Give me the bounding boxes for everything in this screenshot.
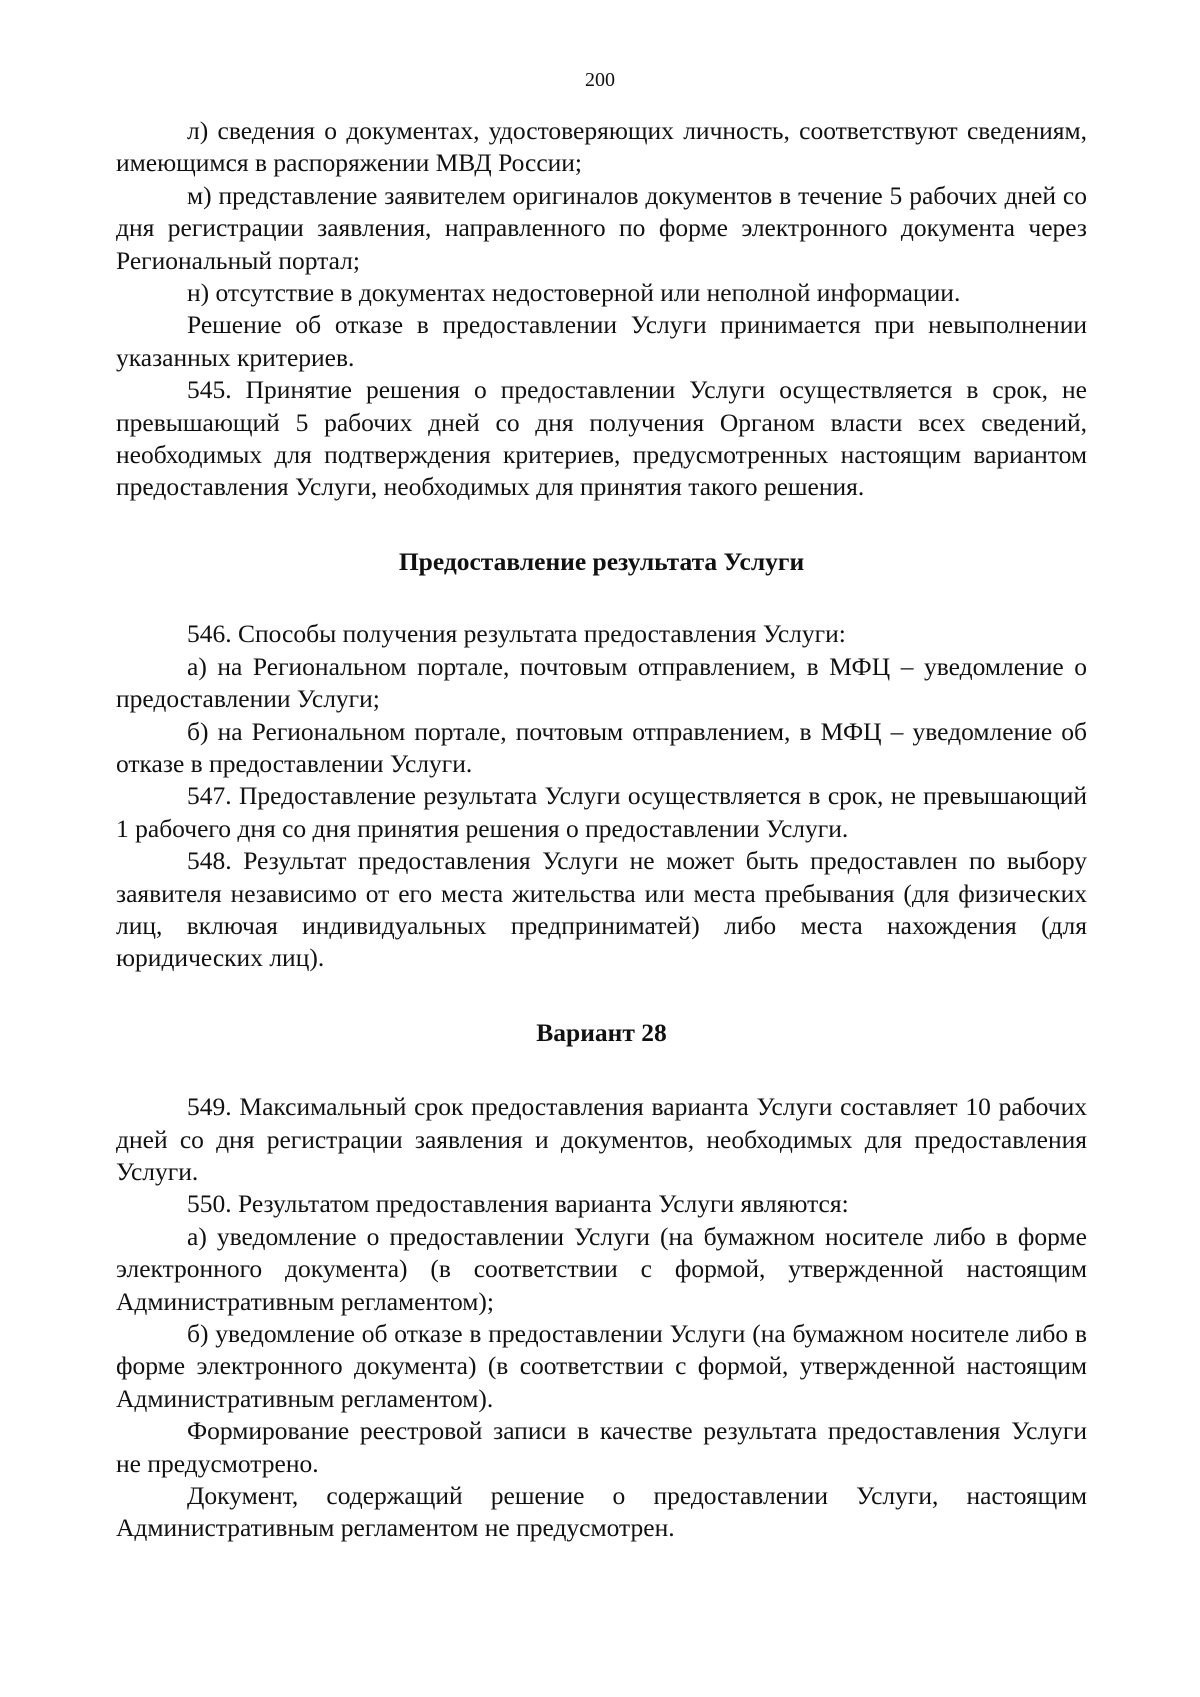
- paragraph-548: 548. Результат предоставления Услуги не может быть предоставлен по выбору заявителя независимо от его места жительства или места пребывания (для физических лиц, включая индивидуальных предприниматей) либо места нахождения (для юридических лиц).: [116, 846, 1087, 973]
- section-heading-result: Предоставление результата Услуги: [398, 546, 805, 576]
- paragraph-550: 550. Результатом предоставления варианта Услуги являются:: [187, 1189, 849, 1219]
- paragraph-decision-document: Документ, содержащий решение о предоставлении Услуги, настоящим Административным регламентом не предусмотрен.: [116, 1481, 1087, 1543]
- paragraph-547: 547. Предоставление результата Услуги осуществляется в срок, не превышающий 1 рабочего дня со дня принятия решения о предоставлении Услуги.: [116, 781, 1087, 843]
- paragraph-l: л) сведения о документах, удостоверяющих личность, соответствуют сведениям, имеющимся в распоряжении МВД России;: [116, 116, 1087, 178]
- paragraph-refusal-decision: Решение об отказе в предоставлении Услуги принимается при невыполнении указанных критериев.: [116, 310, 1087, 372]
- section-heading-variant-28: Вариант 28: [536, 1017, 667, 1047]
- paragraph-546-b: б) на Региональном портале, почтовым отправлением, в МФЦ – уведомление об отказе в предоставлении Услуги.: [116, 716, 1087, 778]
- page-number: 200: [585, 69, 615, 91]
- paragraph-550-b: б) уведомление об отказе в предоставлении Услуги (на бумажном носителе либо в форме электронного документа) (в соответствии с формой, утвержденной настоящим Административным регламентом).: [116, 1319, 1087, 1413]
- paragraph-546-a: а) на Региональном портале, почтовым отправлением, в МФЦ – уведомление о предоставлении Услуги;: [116, 651, 1087, 714]
- paragraph-549: 549. Максимальный срок предоставления варианта Услуги составляет 10 рабочих дней со дня регистрации заявления и документов, необходимых для предоставления Услуги.: [116, 1092, 1087, 1186]
- paragraph-m: м) представление заявителем оригиналов документов в течение 5 рабочих дней со дня регистрации заявления, направленного по форме электронного документа через Региональный портал;: [116, 180, 1087, 275]
- paragraph-546: 546. Способы получения результата предоставления Услуги:: [187, 619, 846, 649]
- paragraph-registry-record: Формирование реестровой записи в качестве результата предоставления Услуги не предусмотрено.: [116, 1416, 1087, 1478]
- paragraph-545: 545. Принятие решения о предоставлении Услуги осуществляется в срок, не превышающий 5 рабочих дней со дня получения Органом власти всех сведений, необходимых для подтверждения критериев, предусмотренных настоящим вариантом предоставления Услуги, необходимых для принятия такого решения.: [116, 375, 1087, 502]
- paragraph-550-a: а) уведомление о предоставлении Услуги (на бумажном носителе либо в форме электронного документа) (в соответствии с формой, утвержденной настоящим Административным регламентом);: [116, 1221, 1087, 1316]
- paragraph-n: н) отсутствие в документах недостоверной или неполной информации.: [187, 278, 961, 308]
- document-body: [116, 115, 1087, 1545]
